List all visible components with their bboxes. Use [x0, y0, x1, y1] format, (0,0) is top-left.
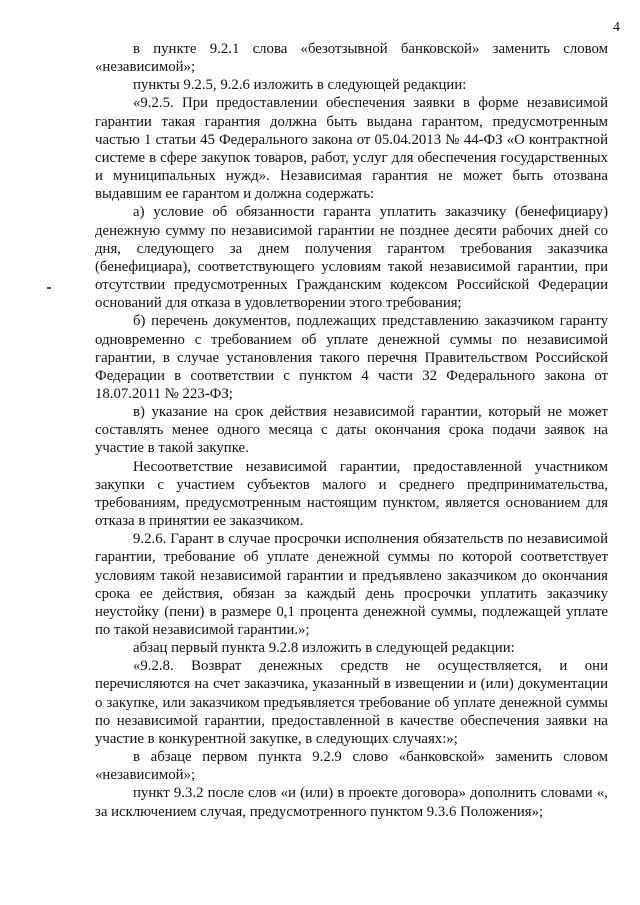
paragraph-9-2-6: 9.2.6. Гарант в случае просрочки исполнения обязательств по независимой гарантии, требование об уплате денежной суммы по которой соответствует условиям такой независимой гарантии и предъявлено заказчиком до окончания срока ее действия, обязан за каждый день просрочки уплатить заказчику неустойку (пени) в размере 0,1 процента денежной суммы, подлежащей уплате по такой независимой гарантии.»; [95, 531, 608, 638]
paragraph-9-2-5: «9.2.5. При предоставлении обеспечения заявки в форме независимой гарантии такая гарантия должна быть выдана гарантом, предусмотренным частью 1 статьи 45 Федерального закона от 05.04.2013 № 44-ФЗ «О контрактной системе в сфере закупок товаров, работ, услуг для обеспечения государственных и муниципальных нужд». Независимая гарантия не может быть отозвана выдавшим ее гарантом и должна содержать: [95, 95, 608, 203]
paragraph-item-v: в) указание на срок действия независимой гарантии, который не может составлять менее одного месяца с даты окончания срока подачи заявок на участие в такой закупке. [95, 404, 608, 457]
paragraph-9-3-2-amendment: пункт 9.3.2 после слов «и (или) в проекте договора» дополнить словами «, за исключением случая, предусмотренного пунктом 9.3.6 Положения»; [95, 785, 608, 820]
paragraph-9-2-1-amendment: в пункте 9.2.1 слова «безотзывной банковской» заменить словом «независимой»; [95, 41, 608, 76]
paragraph-nonconformity: Несоответствие независимой гарантии, предоставленной участником закупки с участием субъектов малого и среднего предпринимательства, требованиям, предусмотренным настоящим пунктом, является основанием для отказа в принятии ее заказчиком. [95, 458, 608, 530]
paragraph-intro-9-2-8: абзац первый пункта 9.2.8 изложить в следующей редакции: [133, 640, 515, 657]
paragraph-9-2-9-amendment: в абзаце первом пункта 9.2.9 слово «банковской» заменить словом «независимой»; [95, 749, 608, 784]
paragraph-item-a: а) условие об обязанности гаранта уплатить заказчику (бенефициару) денежную сумму по независимой гарантии не позднее десяти рабочих дней со дня, следующего за днем получения гарантом требования заказчика (бенефициара), соответствующего условиям такой независимой гарантии, при отсутствии предусмотренных Гражданским кодексом Российской Федерации оснований для отказа в удовлетворении этого требования; [95, 204, 608, 312]
paragraph-9-2-8: «9.2.8. Возврат денежных средств не осуществляется, и они перечисляются на счет заказчика, указанный в извещении и (или) документации о закупке, или заказчиком предъявляется требование об уплате денежной суммы по независимой гарантии, предоставленной в качестве обеспечения заявки на участие в конкурентной закупке, в следующих случаях:»; [95, 658, 608, 747]
paragraph-item-b: б) перечень документов, подлежащих представлению заказчиком гаранту одновременно с требованием об уплате денежной суммы по независимой гарантии, в случае установления такого перечня Правительством Российской Федерации в соответствии с пунктом 4 части 32 Федерального закона от 18.07.2011 № 223-ФЗ; [95, 313, 608, 402]
document-body [95, 40, 608, 821]
page-number: 4 [613, 20, 620, 35]
scan-mark [47, 287, 51, 289]
paragraph-intro-9-2-5-9-2-6: пункты 9.2.5, 9.2.6 изложить в следующей редакции: [133, 77, 467, 94]
